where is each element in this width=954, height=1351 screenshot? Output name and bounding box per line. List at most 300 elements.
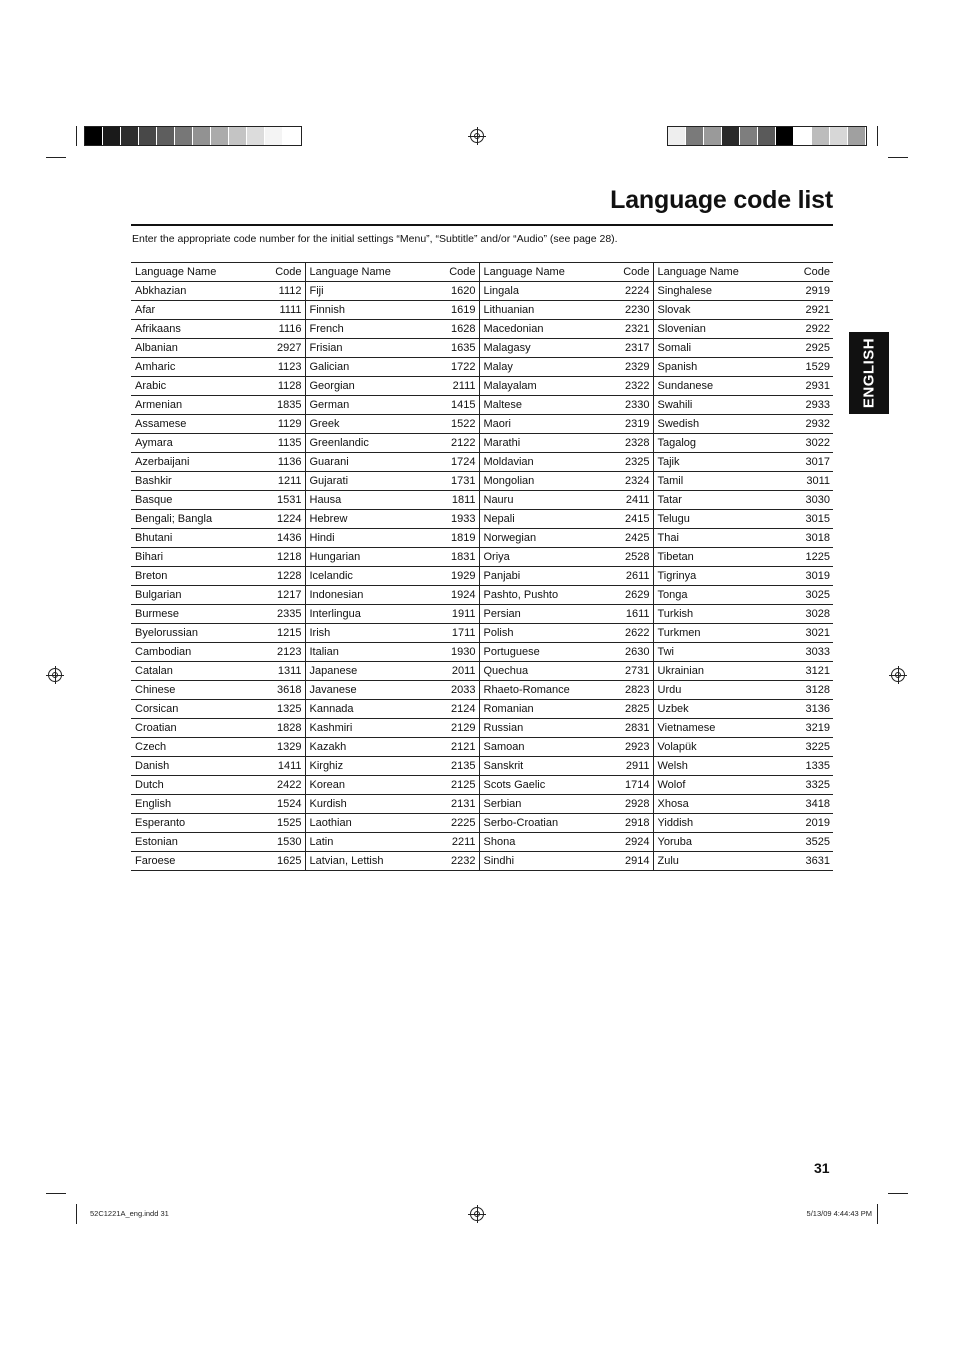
language-code-cell: 1224 — [247, 510, 305, 529]
language-name-cell: Lingala — [479, 282, 595, 301]
language-code-cell: 2629 — [595, 586, 653, 605]
column-header-language-name: Language Name — [131, 263, 247, 282]
language-name-cell: Afar — [131, 301, 247, 320]
table-row — [131, 624, 833, 643]
calibration-swatch — [139, 127, 157, 145]
table-row — [131, 738, 833, 757]
language-name-cell: Mongolian — [479, 472, 595, 491]
language-code-cell: 2928 — [595, 795, 653, 814]
language-code-cell: 3011 — [773, 472, 833, 491]
language-code-cell: 2125 — [421, 776, 479, 795]
language-code-cell: 2011 — [421, 662, 479, 681]
language-code-cell: 3128 — [773, 681, 833, 700]
language-code-cell: 1930 — [421, 643, 479, 662]
language-name-cell: Somali — [653, 339, 773, 358]
language-name-cell: Kurdish — [305, 795, 421, 814]
language-code-cell: 2921 — [773, 301, 833, 320]
language-name-cell: Latin — [305, 833, 421, 852]
language-name-cell: Kannada — [305, 700, 421, 719]
language-code-cell: 2415 — [595, 510, 653, 529]
language-name-cell: Kashmiri — [305, 719, 421, 738]
language-name-cell: Maltese — [479, 396, 595, 415]
language-code-cell: 1111 — [247, 301, 305, 320]
language-name-cell: Serbo-Croatian — [479, 814, 595, 833]
language-code-cell: 2924 — [595, 833, 653, 852]
language-code-cell: 3030 — [773, 491, 833, 510]
language-name-cell: Portuguese — [479, 643, 595, 662]
language-code-cell: 1711 — [421, 624, 479, 643]
language-name-cell: Yiddish — [653, 814, 773, 833]
language-code-cell: 2611 — [595, 567, 653, 586]
table-row — [131, 757, 833, 776]
calibration-swatch — [794, 127, 812, 145]
language-side-tab — [849, 332, 889, 414]
column-header-code: Code — [595, 263, 653, 282]
language-code-cell: 3018 — [773, 529, 833, 548]
language-name-cell: Armenian — [131, 396, 247, 415]
language-name-cell: Lithuanian — [479, 301, 595, 320]
table-row — [131, 795, 833, 814]
language-name-cell: Japanese — [305, 662, 421, 681]
table-row — [131, 548, 833, 567]
language-name-cell: Pashto, Pushto — [479, 586, 595, 605]
language-name-cell: Yoruba — [653, 833, 773, 852]
language-name-cell: Zulu — [653, 852, 773, 871]
language-name-cell: Slovenian — [653, 320, 773, 339]
language-code-cell: 1835 — [247, 396, 305, 415]
language-code-cell: 1933 — [421, 510, 479, 529]
language-code-cell: 1218 — [247, 548, 305, 567]
language-name-cell: Corsican — [131, 700, 247, 719]
language-name-cell: Oriya — [479, 548, 595, 567]
language-name-cell: Tonga — [653, 586, 773, 605]
table-body — [131, 282, 833, 871]
language-name-cell: Bengali; Bangla — [131, 510, 247, 529]
language-code-cell: 3136 — [773, 700, 833, 719]
language-code-cell: 3017 — [773, 453, 833, 472]
language-name-cell: Greenlandic — [305, 434, 421, 453]
language-code-cell: 1929 — [421, 567, 479, 586]
language-name-cell: Javanese — [305, 681, 421, 700]
language-code-cell: 2124 — [421, 700, 479, 719]
language-name-cell: Azerbaijani — [131, 453, 247, 472]
language-name-cell: Shona — [479, 833, 595, 852]
language-code-cell: 1123 — [247, 358, 305, 377]
language-name-cell: Croatian — [131, 719, 247, 738]
language-name-cell: Icelandic — [305, 567, 421, 586]
language-code-cell: 2823 — [595, 681, 653, 700]
page-number: 31 — [814, 1160, 830, 1176]
calibration-swatch — [121, 127, 139, 145]
table-row — [131, 681, 833, 700]
table-row — [131, 301, 833, 320]
crop-mark — [877, 126, 878, 146]
language-code-cell: 1411 — [247, 757, 305, 776]
language-name-cell: Byelorussian — [131, 624, 247, 643]
crop-mark — [76, 126, 77, 146]
language-name-cell: Wolof — [653, 776, 773, 795]
language-code-cell: 1228 — [247, 567, 305, 586]
language-code-cell: 2123 — [247, 643, 305, 662]
language-name-cell: Turkmen — [653, 624, 773, 643]
calibration-swatch — [265, 127, 283, 145]
language-code-cell: 2224 — [595, 282, 653, 301]
language-name-cell: Gujarati — [305, 472, 421, 491]
language-name-cell: Malay — [479, 358, 595, 377]
language-code-cell: 2411 — [595, 491, 653, 510]
language-code-cell: 1311 — [247, 662, 305, 681]
language-name-cell: Basque — [131, 491, 247, 510]
language-code-cell: 1135 — [247, 434, 305, 453]
language-code-cell: 1215 — [247, 624, 305, 643]
calibration-swatch — [668, 127, 686, 145]
column-header-code: Code — [773, 263, 833, 282]
table-row — [131, 415, 833, 434]
language-name-cell: Samoan — [479, 738, 595, 757]
table-row — [131, 396, 833, 415]
calibration-swatch — [686, 127, 704, 145]
registration-mark-icon — [891, 668, 905, 682]
language-code-cell: 1325 — [247, 700, 305, 719]
language-code-cell: 1625 — [247, 852, 305, 871]
language-name-cell: Bulgarian — [131, 586, 247, 605]
language-code-cell: 3219 — [773, 719, 833, 738]
language-name-cell: Estonian — [131, 833, 247, 852]
language-name-cell: Danish — [131, 757, 247, 776]
language-code-cell: 2019 — [773, 814, 833, 833]
calibration-swatch — [740, 127, 758, 145]
language-name-cell: Korean — [305, 776, 421, 795]
table-row — [131, 339, 833, 358]
language-code-cell: 2622 — [595, 624, 653, 643]
language-code-cell: 2911 — [595, 757, 653, 776]
language-code-cell: 1831 — [421, 548, 479, 567]
language-code-cell: 2927 — [247, 339, 305, 358]
table-row — [131, 567, 833, 586]
language-name-cell: Irish — [305, 624, 421, 643]
language-code-cell: 2925 — [773, 339, 833, 358]
language-code-cell: 3225 — [773, 738, 833, 757]
language-name-cell: French — [305, 320, 421, 339]
language-code-cell: 2317 — [595, 339, 653, 358]
language-name-cell: Hausa — [305, 491, 421, 510]
language-name-cell: Finnish — [305, 301, 421, 320]
language-name-cell: Interlingua — [305, 605, 421, 624]
language-code-cell: 1415 — [421, 396, 479, 415]
language-code-cell: 2328 — [595, 434, 653, 453]
table-row — [131, 320, 833, 339]
language-name-cell: German — [305, 396, 421, 415]
crop-mark — [46, 1193, 66, 1194]
language-code-cell: 2211 — [421, 833, 479, 852]
language-code-cell: 2831 — [595, 719, 653, 738]
language-code-cell: 2933 — [773, 396, 833, 415]
table-row — [131, 358, 833, 377]
language-code-cell: 2121 — [421, 738, 479, 757]
language-code-cell: 1335 — [773, 757, 833, 776]
language-code-cell: 3418 — [773, 795, 833, 814]
language-name-cell: Amharic — [131, 358, 247, 377]
language-code-cell: 3033 — [773, 643, 833, 662]
footer-timestamp: 5/13/09 4:44:43 PM — [806, 1209, 872, 1218]
language-code-cell: 2923 — [595, 738, 653, 757]
language-name-cell: Hindi — [305, 529, 421, 548]
page-title: Language code list — [610, 186, 833, 214]
language-code-cell: 2422 — [247, 776, 305, 795]
language-name-cell: Arabic — [131, 377, 247, 396]
language-name-cell: Urdu — [653, 681, 773, 700]
language-name-cell: Nepali — [479, 510, 595, 529]
language-code-cell: 2129 — [421, 719, 479, 738]
crop-mark — [888, 1193, 908, 1194]
language-code-cell: 2528 — [595, 548, 653, 567]
language-name-cell: Macedonian — [479, 320, 595, 339]
language-name-cell: Serbian — [479, 795, 595, 814]
language-name-cell: Galician — [305, 358, 421, 377]
column-header-code: Code — [247, 263, 305, 282]
language-name-cell: Italian — [305, 643, 421, 662]
calibration-swatch — [211, 127, 229, 145]
language-code-cell: 2135 — [421, 757, 479, 776]
language-name-cell: Burmese — [131, 605, 247, 624]
calibration-swatch — [103, 127, 121, 145]
language-name-cell: Greek — [305, 415, 421, 434]
side-tab-label: ENGLISH — [860, 337, 878, 409]
language-name-cell: Swahili — [653, 396, 773, 415]
language-code-cell: 1635 — [421, 339, 479, 358]
language-code-cell: 2324 — [595, 472, 653, 491]
column-header-code: Code — [421, 263, 479, 282]
language-name-cell: Aymara — [131, 434, 247, 453]
language-name-cell: Welsh — [653, 757, 773, 776]
language-name-cell: Swedish — [653, 415, 773, 434]
table-row — [131, 453, 833, 472]
language-code-cell: 3022 — [773, 434, 833, 453]
language-code-cell: 1530 — [247, 833, 305, 852]
language-code-cell: 2225 — [421, 814, 479, 833]
color-calibration-strip-right — [667, 126, 867, 146]
language-name-cell: Quechua — [479, 662, 595, 681]
table-row — [131, 510, 833, 529]
table-row — [131, 700, 833, 719]
calibration-swatch — [193, 127, 211, 145]
calibration-swatch — [830, 127, 848, 145]
language-code-cell: 2321 — [595, 320, 653, 339]
language-name-cell: Rhaeto-Romance — [479, 681, 595, 700]
calibration-swatch — [283, 127, 301, 145]
crop-mark — [46, 157, 66, 158]
language-code-cell: 2630 — [595, 643, 653, 662]
language-name-cell: Norwegian — [479, 529, 595, 548]
language-code-cell: 1619 — [421, 301, 479, 320]
crop-mark — [888, 157, 908, 158]
language-code-cell: 3631 — [773, 852, 833, 871]
language-name-cell: Polish — [479, 624, 595, 643]
language-name-cell: Latvian, Lettish — [305, 852, 421, 871]
language-name-cell: Sanskrit — [479, 757, 595, 776]
registration-mark-icon — [470, 129, 484, 143]
language-code-table — [131, 262, 833, 871]
language-name-cell: Kazakh — [305, 738, 421, 757]
language-name-cell: Bashkir — [131, 472, 247, 491]
table-row — [131, 529, 833, 548]
language-code-cell: 2111 — [421, 377, 479, 396]
language-code-cell: 1911 — [421, 605, 479, 624]
language-name-cell: Nauru — [479, 491, 595, 510]
language-code-cell: 3525 — [773, 833, 833, 852]
intro-text: Enter the appropriate code number for the initial settings “Menu”, “Subtitle” and/or “Audio” (see page 28). — [132, 233, 618, 245]
table-row — [131, 719, 833, 738]
language-code-cell: 3028 — [773, 605, 833, 624]
column-header-language-name: Language Name — [653, 263, 773, 282]
language-name-cell: Slovak — [653, 301, 773, 320]
language-name-cell: Tagalog — [653, 434, 773, 453]
language-code-cell: 2330 — [595, 396, 653, 415]
language-name-cell: Twi — [653, 643, 773, 662]
language-name-cell: Indonesian — [305, 586, 421, 605]
language-code-cell: 1112 — [247, 282, 305, 301]
language-name-cell: Abkhazian — [131, 282, 247, 301]
language-name-cell: Malayalam — [479, 377, 595, 396]
calibration-swatch — [758, 127, 776, 145]
calibration-swatch — [85, 127, 103, 145]
language-name-cell: Singhalese — [653, 282, 773, 301]
language-name-cell: Romanian — [479, 700, 595, 719]
language-name-cell: Frisian — [305, 339, 421, 358]
table-row — [131, 833, 833, 852]
language-name-cell: Tajik — [653, 453, 773, 472]
language-name-cell: English — [131, 795, 247, 814]
language-code-cell: 2825 — [595, 700, 653, 719]
language-name-cell: Sundanese — [653, 377, 773, 396]
language-name-cell: Malagasy — [479, 339, 595, 358]
language-code-cell: 3325 — [773, 776, 833, 795]
language-code-cell: 2232 — [421, 852, 479, 871]
language-code-cell: 1611 — [595, 605, 653, 624]
language-code-cell: 2731 — [595, 662, 653, 681]
table-row — [131, 814, 833, 833]
language-code-cell: 2033 — [421, 681, 479, 700]
language-code-cell: 1714 — [595, 776, 653, 795]
calibration-swatch — [229, 127, 247, 145]
language-code-cell: 1924 — [421, 586, 479, 605]
calibration-swatch — [722, 127, 740, 145]
language-code-cell: 1128 — [247, 377, 305, 396]
language-code-cell: 1722 — [421, 358, 479, 377]
language-name-cell: Tigrinya — [653, 567, 773, 586]
language-name-cell: Uzbek — [653, 700, 773, 719]
language-name-cell: Marathi — [479, 434, 595, 453]
language-code-cell: 2131 — [421, 795, 479, 814]
language-code-cell: 2425 — [595, 529, 653, 548]
column-header-language-name: Language Name — [479, 263, 595, 282]
language-code-cell: 2319 — [595, 415, 653, 434]
language-code-cell: 3015 — [773, 510, 833, 529]
language-code-cell: 1522 — [421, 415, 479, 434]
registration-mark-icon — [48, 668, 62, 682]
language-name-cell: Hebrew — [305, 510, 421, 529]
footer-filename: 52C1221A_eng.indd 31 — [90, 1209, 169, 1218]
language-name-cell: Tatar — [653, 491, 773, 510]
language-name-cell: Fiji — [305, 282, 421, 301]
language-code-cell: 2914 — [595, 852, 653, 871]
language-code-cell: 3121 — [773, 662, 833, 681]
table-row — [131, 605, 833, 624]
language-code-cell: 1217 — [247, 586, 305, 605]
registration-mark-icon — [470, 1207, 484, 1221]
language-name-cell: Tibetan — [653, 548, 773, 567]
language-code-cell: 2325 — [595, 453, 653, 472]
language-code-cell: 2918 — [595, 814, 653, 833]
language-name-cell: Scots Gaelic — [479, 776, 595, 795]
language-code-cell: 1129 — [247, 415, 305, 434]
title-divider — [131, 224, 833, 226]
language-name-cell: Esperanto — [131, 814, 247, 833]
language-name-cell: Russian — [479, 719, 595, 738]
crop-mark — [877, 1204, 878, 1224]
table-row — [131, 491, 833, 510]
table-row — [131, 472, 833, 491]
language-name-cell: Telugu — [653, 510, 773, 529]
language-name-cell: Georgian — [305, 377, 421, 396]
calibration-swatch — [247, 127, 265, 145]
language-name-cell: Kirghiz — [305, 757, 421, 776]
language-code-cell: 1620 — [421, 282, 479, 301]
table-row — [131, 776, 833, 795]
language-name-cell: Thai — [653, 529, 773, 548]
table-row — [131, 586, 833, 605]
table-row — [131, 852, 833, 871]
language-code-cell: 1225 — [773, 548, 833, 567]
language-name-cell: Xhosa — [653, 795, 773, 814]
language-code-cell: 2329 — [595, 358, 653, 377]
table-row — [131, 377, 833, 396]
language-code-cell: 3021 — [773, 624, 833, 643]
language-code-cell: 1116 — [247, 320, 305, 339]
language-code-cell: 1731 — [421, 472, 479, 491]
language-code-cell: 2230 — [595, 301, 653, 320]
language-code-cell: 2322 — [595, 377, 653, 396]
language-name-cell: Tamil — [653, 472, 773, 491]
language-name-cell: Bihari — [131, 548, 247, 567]
language-name-cell: Faroese — [131, 852, 247, 871]
language-name-cell: Maori — [479, 415, 595, 434]
table-row — [131, 434, 833, 453]
language-name-cell: Sindhi — [479, 852, 595, 871]
language-code-cell: 1436 — [247, 529, 305, 548]
crop-mark — [76, 1204, 77, 1224]
table-header-row — [131, 263, 833, 282]
language-name-cell: Panjabi — [479, 567, 595, 586]
table-row — [131, 662, 833, 681]
language-name-cell: Volapük — [653, 738, 773, 757]
language-name-cell: Catalan — [131, 662, 247, 681]
language-code-cell: 2922 — [773, 320, 833, 339]
language-code-cell: 1531 — [247, 491, 305, 510]
language-code-cell: 1811 — [421, 491, 479, 510]
table-row — [131, 282, 833, 301]
language-code-cell: 3618 — [247, 681, 305, 700]
language-name-cell: Chinese — [131, 681, 247, 700]
language-code-cell: 1525 — [247, 814, 305, 833]
language-code-cell: 1136 — [247, 453, 305, 472]
language-code-cell: 2931 — [773, 377, 833, 396]
language-name-cell: Breton — [131, 567, 247, 586]
language-name-cell: Czech — [131, 738, 247, 757]
language-code-cell: 1828 — [247, 719, 305, 738]
language-name-cell: Guarani — [305, 453, 421, 472]
language-code-cell: 1329 — [247, 738, 305, 757]
